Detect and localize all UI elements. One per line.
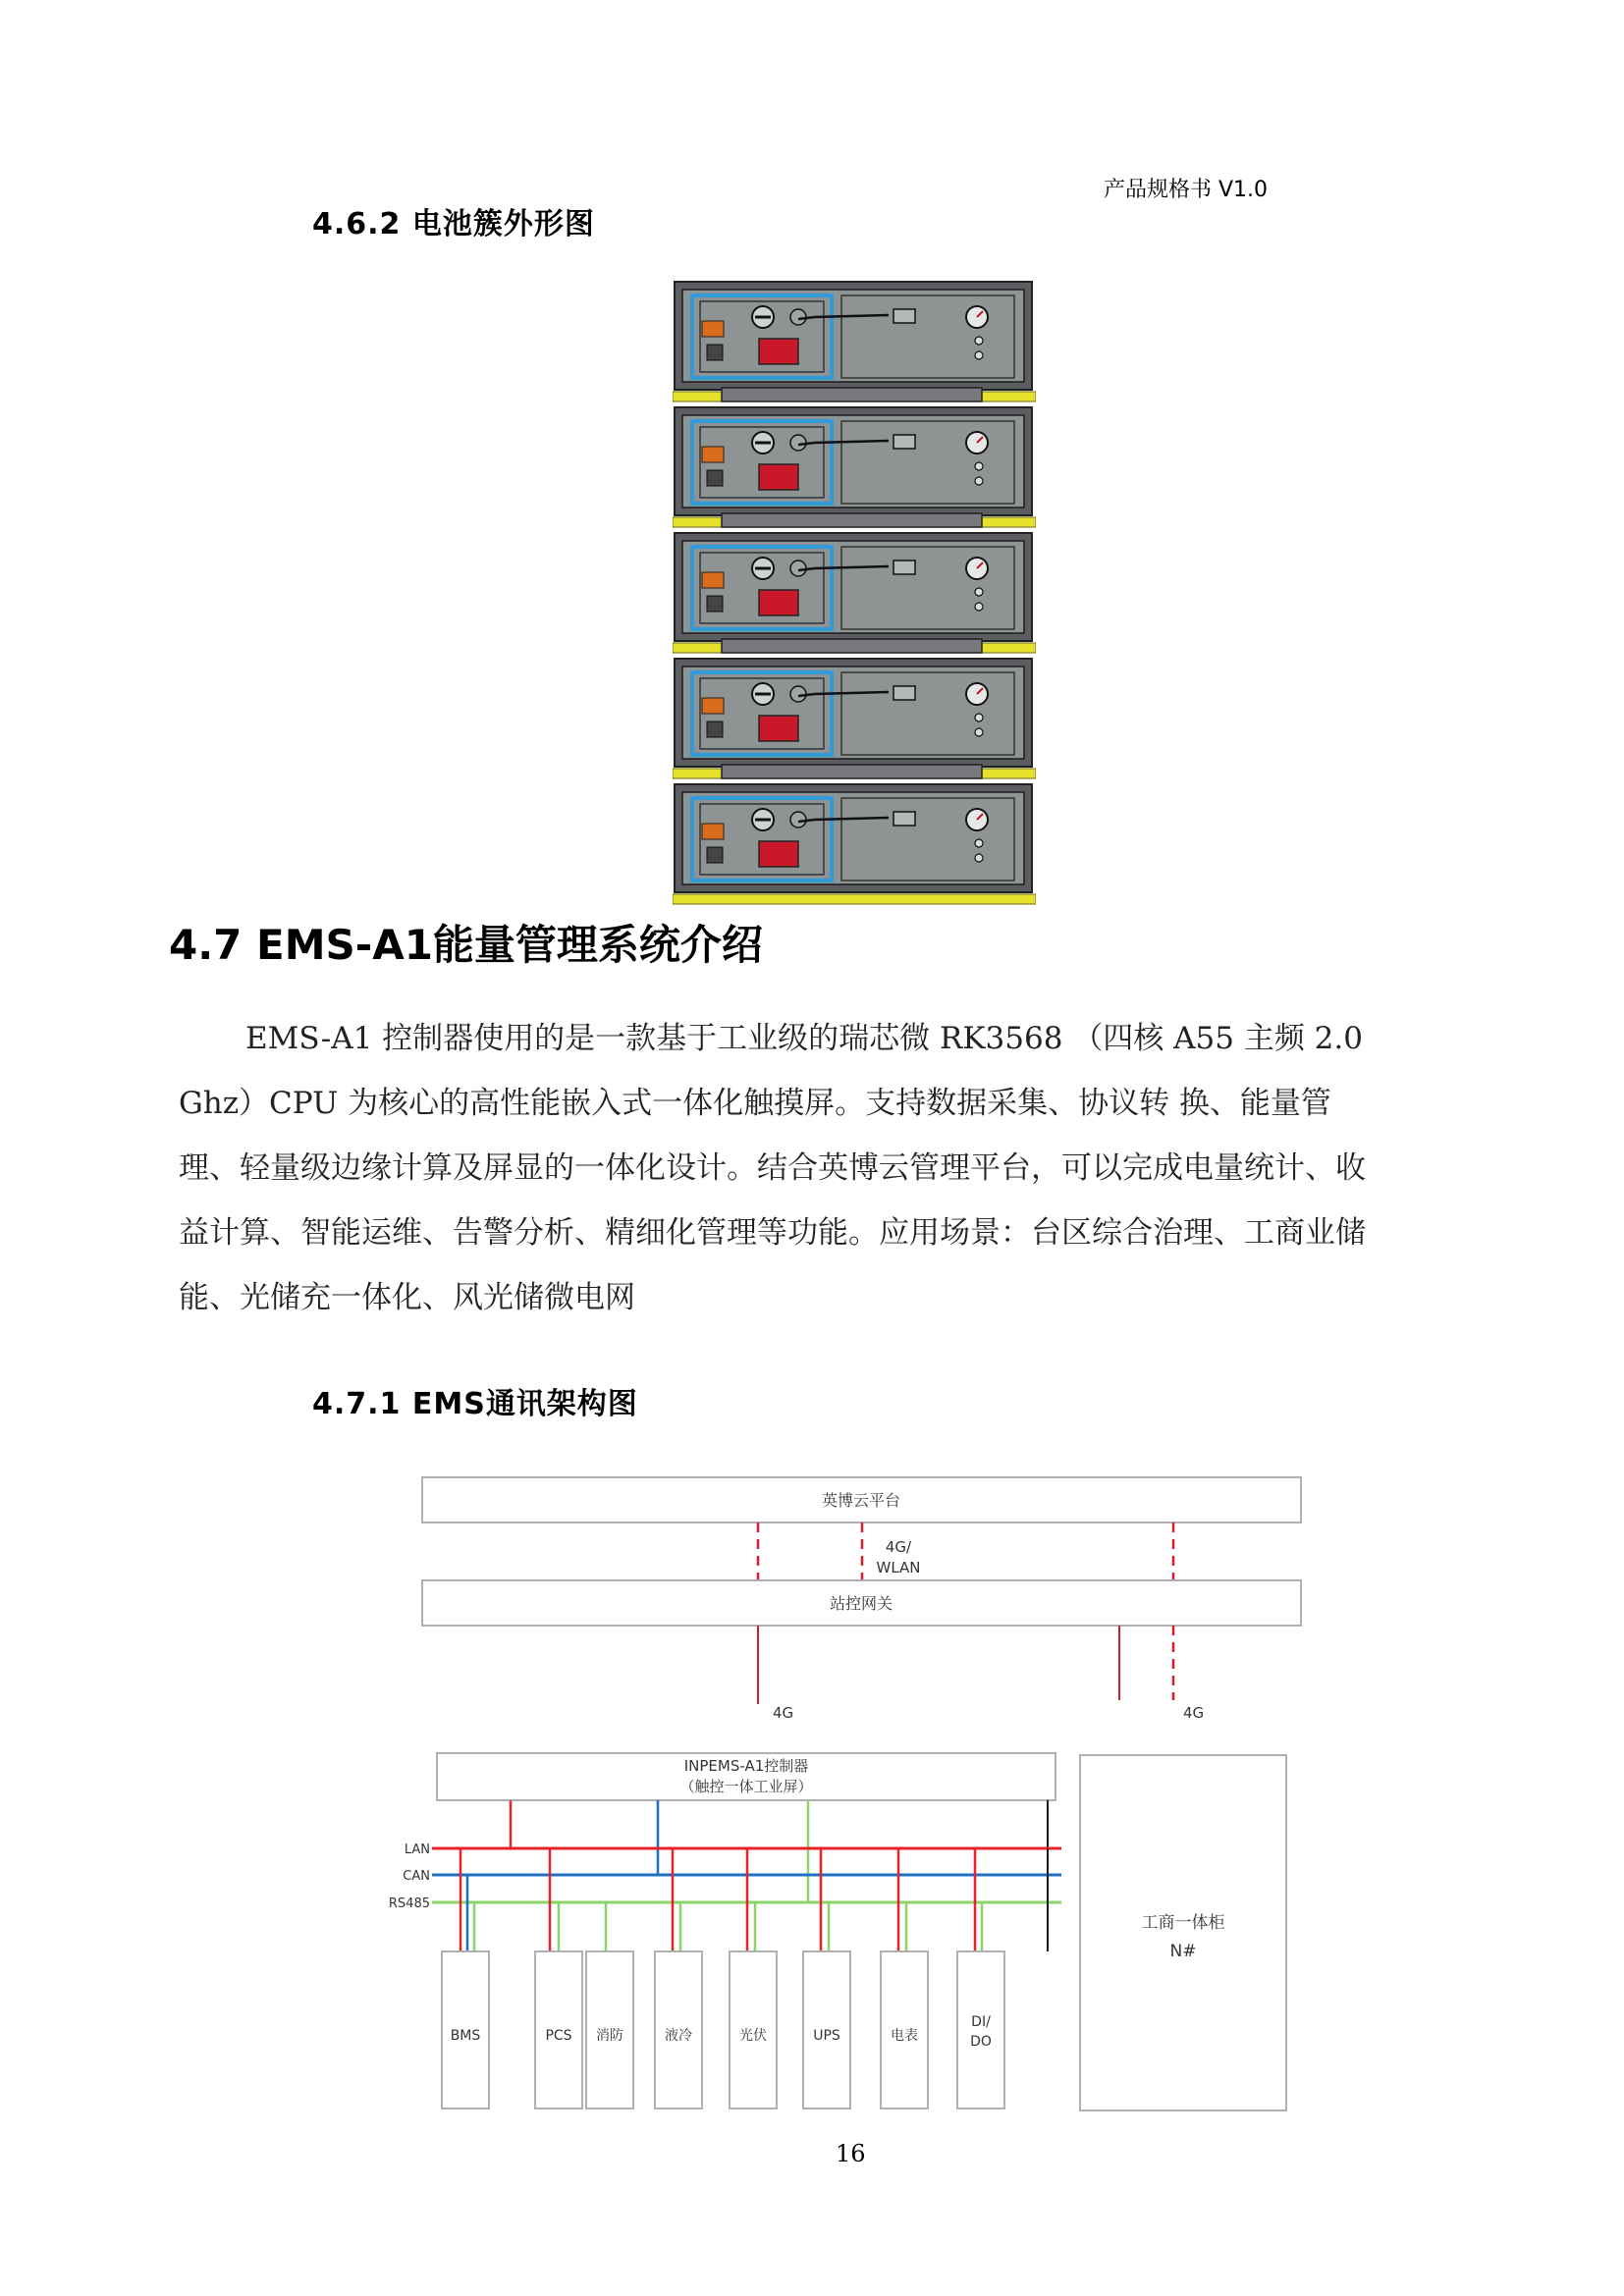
orange-connector [702,321,724,337]
port-square [707,470,723,486]
right-panel [841,798,1014,881]
valve [893,309,915,323]
indicator-icon [975,728,983,736]
module-bracket [722,513,982,527]
port-square [707,596,723,612]
red-connector [759,339,798,364]
module-bracket [722,639,982,653]
valve [893,686,915,700]
valve [893,561,915,574]
link-label-4g-right: 4G [1183,1704,1205,1722]
device-label: 消防 [596,2028,623,2044]
red-connector [759,716,798,741]
indicator-icon [975,477,983,485]
fitting [790,686,806,702]
module-bracket [722,765,982,778]
cloud-platform-label: 英博云平台 [821,1491,901,1510]
cabinet-label-line2: N# [1169,1942,1197,1961]
ems-comm-architecture-diagram [388,1461,1328,2120]
indicator-icon [975,714,983,721]
intro-paragraph [179,1006,1389,1330]
device-box [957,1951,1004,2109]
port-square [707,345,723,360]
section-4-7-1-title: 4.7.1 EMS通讯架构图 [312,1387,638,1421]
fitting [790,812,806,828]
right-panel [841,672,1014,755]
link-label-wlan: WLAN [876,1559,921,1576]
indicator-icon [975,603,983,611]
red-connector [759,590,798,615]
port-square [707,721,723,737]
page-number: 16 [836,2140,866,2167]
fitting [790,309,806,325]
intro-paragraph-text: EMS-A1 控制器使用的是一款基于工业级的瑞芯微 RK3568 （四核 A55 主频 2.0 Ghz）CPU 为核心的高性能嵌入式一体化触摸屏。支持数据采集、协议转 换、能量管理、轻量级边缘计算及屏显的一体化设计。结合英博云管理平台，可以完成电量统计、收益计算、智能运维、告警分析、精细化管理等功能。应用场景：台区综合治理、工商业储能、光储充一体化、风光储微电网 [179,1021,1366,1315]
device-label: 液冷 [665,2028,692,2044]
section-4-6-2-title: 4.6.2 电池簇外形图 [312,207,595,241]
module-bracket [722,388,982,401]
orange-connector [702,447,724,462]
indicator-icon [975,337,983,345]
section-4-7-title: 4.7 EMS-A1能量管理系统介绍 [169,921,763,969]
indicator-icon [975,588,983,596]
red-connector [759,464,798,490]
orange-connector [702,824,724,839]
gateway-label: 站控网关 [829,1594,893,1613]
battery-cluster-drawing [673,277,1036,913]
device-label: BMS [450,2028,481,2044]
device-label: DI/ [971,2014,991,2030]
bus-rs485-label: RS485 [388,1896,430,1911]
controller-label-line1: INPEMS-A1控制器 [683,1757,809,1775]
device-label: 光伏 [739,2028,767,2044]
cabinet-box [1080,1755,1286,2110]
right-panel [841,421,1014,504]
fitting [790,435,806,451]
link-label-4g: 4G/ [885,1538,912,1556]
document-header-title: 产品规格书 V1.0 [1104,178,1269,202]
link-label-4g-left: 4G [773,1704,794,1722]
indicator-icon [975,839,983,847]
right-panel [841,547,1014,629]
yellow-rail [673,894,1036,904]
indicator-icon [975,462,983,470]
controller-label-line2: （触控一体工业屏） [679,1778,813,1795]
device-label: DO [970,2034,992,2050]
indicator-icon [975,854,983,862]
device-label: PCS [545,2028,572,2044]
bus-lan-label: LAN [404,1842,430,1857]
orange-connector [702,572,724,588]
bus-can-label: CAN [403,1869,430,1884]
device-label: UPS [813,2028,840,2044]
right-panel [841,295,1014,378]
device-label: 电表 [891,2028,918,2044]
cabinet-label-line1: 工商一体柜 [1141,1913,1225,1933]
valve [893,435,915,449]
orange-connector [702,698,724,714]
fitting [790,561,806,576]
valve [893,812,915,826]
red-connector [759,841,798,867]
port-square [707,847,723,863]
indicator-icon [975,351,983,359]
